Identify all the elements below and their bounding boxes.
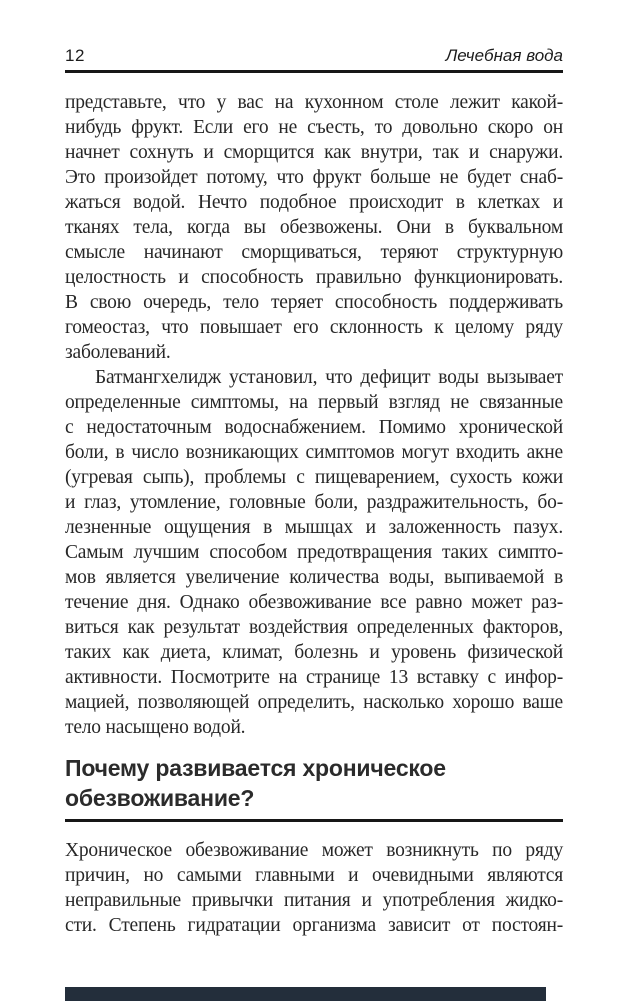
running-title: Лечебная вода: [445, 46, 563, 65]
text-line: тканях тела, когда вы обезвожены. Они в буквальном: [65, 217, 563, 238]
text-line: начнет сохнуть и сморщится как внутри, так и снаружи.: [65, 142, 563, 163]
section-heading: [65, 753, 563, 813]
header-rule: [65, 70, 563, 73]
text-line: заболеваний.: [65, 342, 171, 363]
heading-underline: [65, 819, 563, 822]
text-line: виться как результат воздействия определенных факторов,: [65, 617, 563, 638]
heading-line: Почему развивается хроническое: [65, 755, 446, 781]
text-line: таких как диета, климат, болезнь и уровень физической: [65, 642, 563, 663]
text-line: В свою очередь, тело теряет способность поддерживать: [65, 292, 563, 313]
text-line: (угревая сыпь), проблемы с пищеварением, сухость кожи: [65, 467, 563, 488]
info-box-top-edge: [65, 987, 546, 1001]
text-line: лезненные ощущения в мышцах и заложенность пазух.: [65, 517, 563, 538]
page-header: [65, 0, 563, 66]
paragraph: [65, 90, 563, 365]
text-line: неправильные привычки питания и употребления жидко-: [65, 890, 563, 911]
text-line: смысле начинают сморщиваться, теряют структурную: [65, 242, 563, 263]
text-line: боли, в число возникающих симптомов могут входить акне: [65, 442, 563, 463]
text-line: активности. Посмотрите на странице 13 вставку с инфор-: [65, 667, 563, 688]
text-line: Это произойдет потому, что фрукт больше не будет снаб-: [65, 167, 563, 188]
text-line: жаться водой. Нечто подобное происходит в клетках и: [65, 192, 563, 213]
text-line: Хроническое обезвоживание может возникнуть по ряду: [65, 840, 563, 861]
heading-line: обезвоживание?: [65, 785, 255, 811]
text-line: сти. Степень гидратации организма зависит от постоян-: [65, 915, 563, 936]
paragraph: [65, 365, 563, 740]
text-line: тело насыщено водой.: [65, 717, 246, 738]
text-line: мацией, позволяющей определить, насколько хорошо ваше: [65, 692, 563, 713]
paragraph: [65, 838, 563, 938]
text-line: определенные симптомы, на первый взгляд не связанные: [65, 392, 563, 413]
text-line: мов является увеличение количества воды, выпиваемой в: [65, 567, 563, 588]
text-line: целостность и способность правильно функционировать.: [65, 267, 563, 288]
text-line: представьте, что у вас на кухонном столе лежит какой-: [65, 92, 563, 113]
content: [65, 90, 563, 938]
text-line: нибудь фрукт. Если его не съесть, то довольно скоро он: [65, 117, 563, 138]
text-line: причин, но самыми главными и очевидными являются: [65, 865, 563, 886]
text-line: течение дня. Однако обезвоживание все равно может раз-: [65, 592, 563, 613]
text-line: Батмангхелидж установил, что дефицит воды вызывает: [95, 367, 563, 388]
page-number: 12: [65, 46, 85, 65]
text-line: Самым лучшим способом предотвращения таких симпто-: [65, 542, 563, 563]
text-line: гомеостаз, что повышает его склонность к целому ряду: [65, 317, 563, 338]
text-line: с недостаточным водоснабжением. Помимо хронической: [65, 417, 563, 438]
text-line: и глаз, утомление, головные боли, раздражительность, бо-: [65, 492, 563, 513]
